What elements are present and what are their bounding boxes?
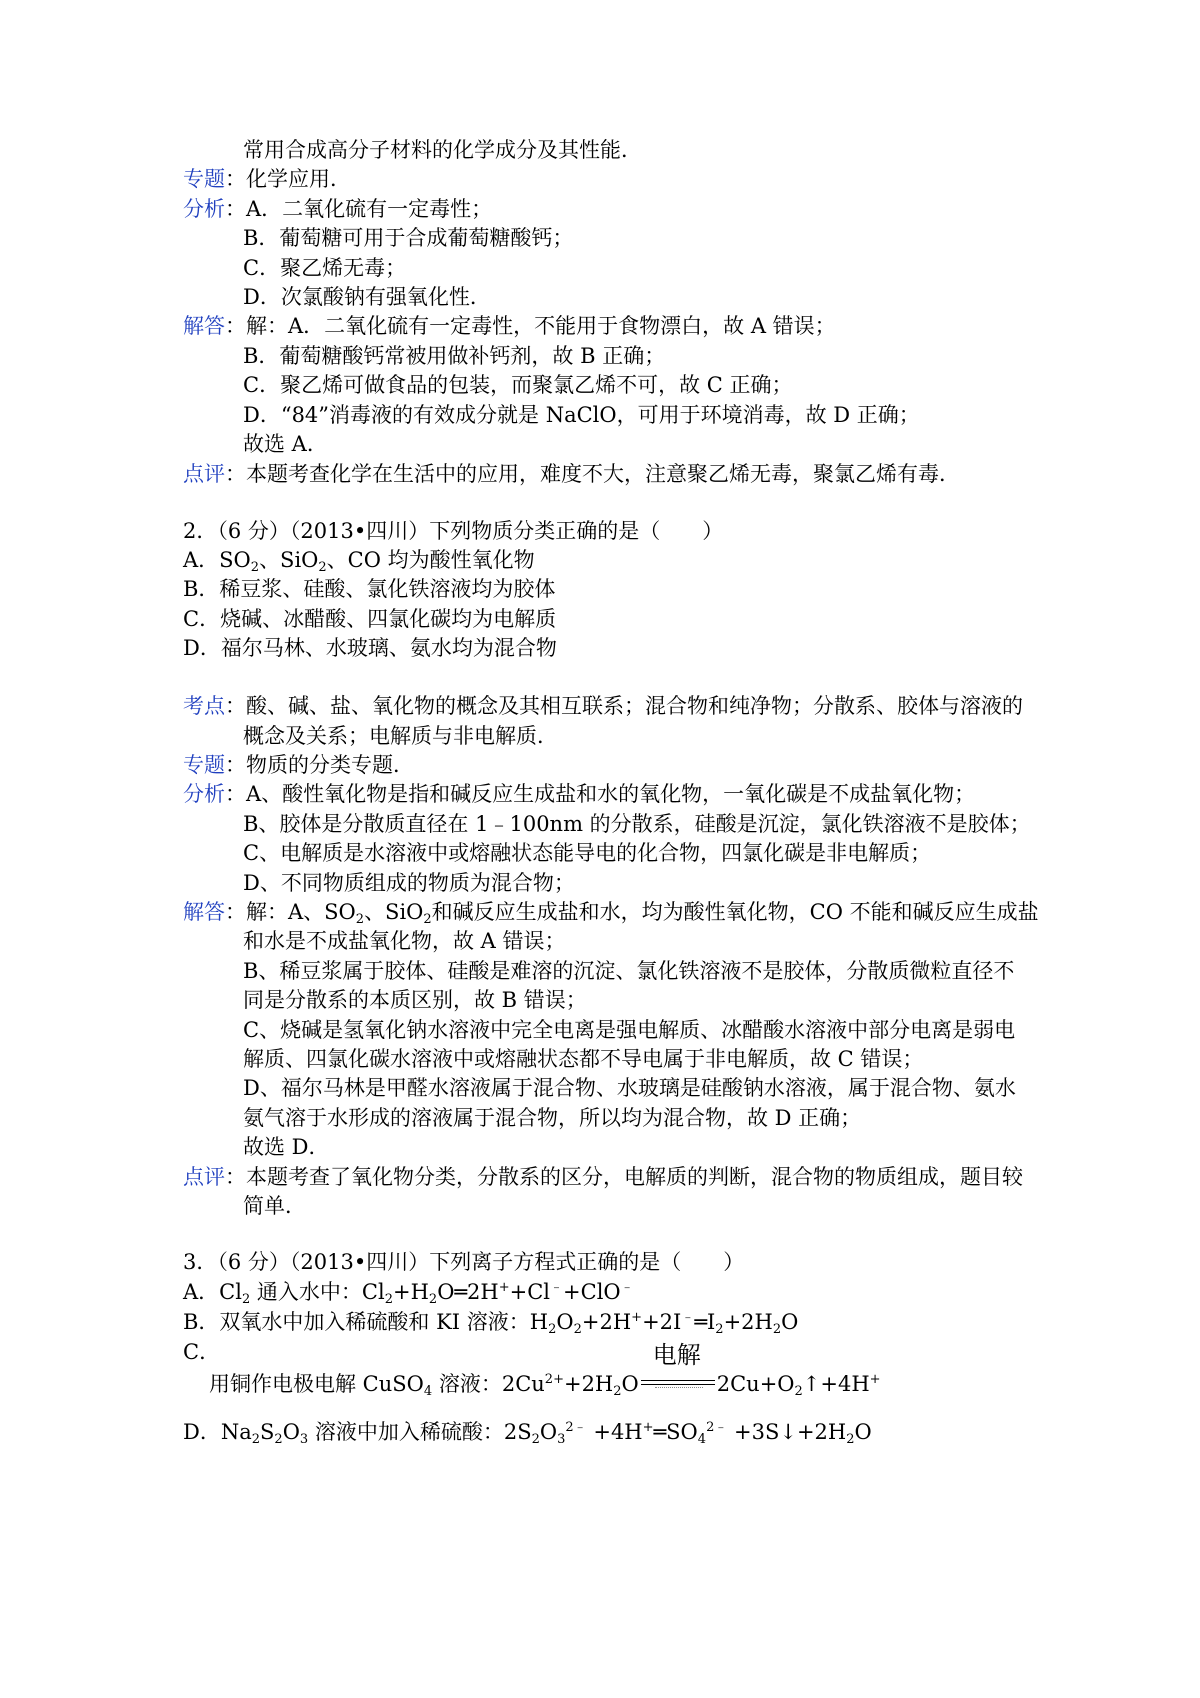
text-line: D、不同物质组成的物质为混合物； xyxy=(243,871,575,895)
dianping-line xyxy=(183,458,960,490)
option-a: A．$Cl_2$ 通入水中：$Cl_2+H_2O═2H^++Cl^﹣+ClO^﹣$ xyxy=(183,1280,634,1307)
zhuanti-label: 专题 xyxy=(183,753,225,777)
text-line: 氨气溶于水形成的溶液属于混合物，所以均为混合物，故 D 正确； xyxy=(243,1106,862,1130)
text-line: 简单． xyxy=(243,1194,306,1218)
text-line: C．聚乙烯无毒； xyxy=(243,256,407,280)
text-line: 解质、四氯化碳水溶液中或熔融状态都不导电属于非电解质，故 C 错误； xyxy=(243,1047,924,1071)
kaodian-line: 考点：酸、碱、盐、氧化物的概念及其相互联系；混合物和纯净物；分散系、胶体与溶液的 xyxy=(183,694,1023,718)
fenxi-line xyxy=(183,193,492,225)
text-line: 和水是不成盐氧化物，故 A 错误； xyxy=(243,929,566,953)
zhuanti-label: 专题 xyxy=(183,167,225,191)
zhuanti-line xyxy=(183,163,351,195)
option-a: A．$SO_2$、SiO$_2$、CO 均为酸性氧化物 xyxy=(183,548,535,575)
fenxi-text: ：A．二氧化硫有一定毒性； xyxy=(225,197,493,221)
dianping-line: 点评：本题考查了氧化物分类，分散系的区分，电解质的判断，混合物的物质组成，题目较 xyxy=(183,1165,1023,1189)
text-line: B、胶体是分散质直径在 1﹣100nm 的分散系，硅酸是沉淀，氯化铁溶液不是胶体； xyxy=(243,812,1031,836)
text-line: C、烧碱是氢氧化钠水溶液中完全电离是强电解质、冰醋酸水溶液中部分电离是弱电 xyxy=(243,1018,1016,1042)
text-line: B．葡萄糖可用于合成葡萄糖酸钙； xyxy=(243,226,574,250)
text-line: 故选 D． xyxy=(243,1135,330,1159)
zhuanti-text: ：化学应用． xyxy=(225,167,351,191)
text-line: 故选 A． xyxy=(243,432,328,456)
option-d: D．$Na_2S_2O_3$ 溶液中加入稀硫酸：$2S_2O_3^{2﹣}$ $+4H^+═SO_4^{2﹣}$ $+3S↓+2H_2O$ xyxy=(183,1420,872,1447)
option-c: C．烧碱、冰醋酸、四氯化碳均为电解质 xyxy=(183,607,557,631)
question-3-stem: 3．（6 分）（2013•四川）下列离子方程式正确的是（ ） xyxy=(183,1250,745,1274)
text-line: D．次氯酸钠有强氧化性． xyxy=(243,285,491,309)
text-line: C、电解质是水溶液中或熔融状态能导电的化合物，四氯化碳是非电解质； xyxy=(243,841,932,865)
fenxi-line: 分析：A、酸性氧化物是指和碱反应生成盐和水的氧化物，一氧化碳是不成盐氧化物； xyxy=(183,782,976,806)
dianping-label: 点评 xyxy=(183,1165,225,1189)
text-line: 常用合成高分子材料的化学成分及其性能． xyxy=(243,138,642,162)
dianping-label: 点评 xyxy=(183,462,225,486)
text-line: B．葡萄糖酸钙常被用做补钙剂，故 B 正确； xyxy=(243,344,666,368)
option-b: B．双氧水中加入稀硫酸和 KI 溶液：$H_2O_2+2H^++2I^﹣═I_2+2H_2O$ xyxy=(183,1310,799,1337)
electrolysis-condition: 电解 xyxy=(639,1373,717,1393)
jieda-text: ：解：A．二氧化硫有一定毒性，不能用于食物漂白，故 A 错误； xyxy=(225,314,836,338)
jieda-line: 解答：解：A、$SO_2$、SiO$_2$和碱反应生成盐和水，均为酸性氧化物，CO 不能和碱反应生成盐 xyxy=(183,900,1039,927)
text-line: D．“84”消毒液的有效成分就是 NaClO，可用于环境消毒，故 D 正确； xyxy=(243,403,920,427)
fenxi-label: 分析 xyxy=(183,197,225,221)
question-2-stem: 2．（6 分）（2013•四川）下列物质分类正确的是（ ） xyxy=(183,519,724,543)
text-line: 概念及关系；电解质与非电解质． xyxy=(243,724,558,748)
text-line: B、稀豆浆属于胶体、硅酸是难溶的沉淀、氯化铁溶液不是胶体，分散质微粒直径不 xyxy=(243,959,1015,983)
text-line: 同是分散系的本质区别，故 B 错误； xyxy=(243,988,587,1012)
zhuanti-line: 专题：物质的分类专题． xyxy=(183,753,414,777)
jieda-label: 解答 xyxy=(183,314,225,338)
fenxi-label: 分析 xyxy=(183,782,225,806)
option-c-label: C． xyxy=(183,1340,221,1364)
dianping-text: ：本题考查化学在生活中的应用，难度不大，注意聚乙烯无毒，聚氯乙烯有毒． xyxy=(225,462,960,486)
kaodian-label: 考点 xyxy=(183,694,225,718)
option-d: D．福尔马林、水玻璃、氨水均为混合物 xyxy=(183,636,557,660)
text-line: D、福尔马林是甲醛水溶液属于混合物、水玻璃是硅酸钠水溶液，属于混合物、氨水 xyxy=(243,1076,1016,1100)
option-c-equation: 用铜作电极电解 CuSO$_4$ 溶液：$2Cu^{2+}+2H_2O$ 电解 $2Cu+O_2↑+4H^+$ xyxy=(209,1341,881,1399)
jieda-line xyxy=(183,310,836,342)
jieda-label: 解答 xyxy=(183,900,225,924)
text-line: C．聚乙烯可做食品的包装，而聚氯乙烯不可，故 C 正确； xyxy=(243,373,793,397)
option-b: B．稀豆浆、硅酸、氯化铁溶液均为胶体 xyxy=(183,577,556,601)
